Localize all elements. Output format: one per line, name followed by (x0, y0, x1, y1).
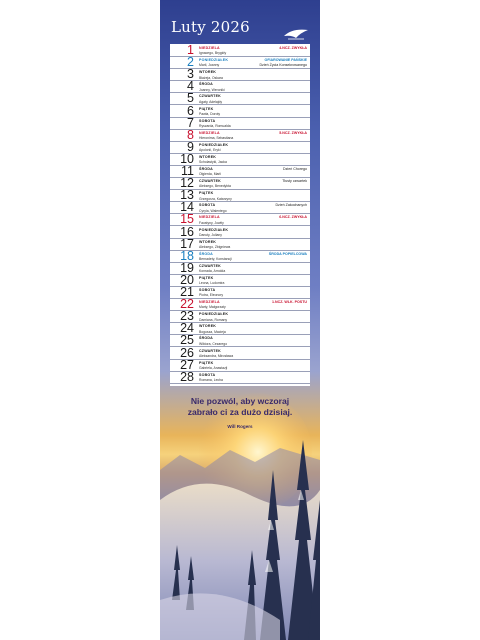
day-event: 1.NCZ. WLK. POSTU (272, 300, 307, 305)
name-day: Cyryla, Walentego (199, 208, 227, 213)
name-day: Apolonii, Eryki (199, 148, 221, 153)
name-day: Olgierda, Marii (199, 172, 222, 177)
day-number: 4 (187, 79, 194, 94)
day-number: 13 (180, 188, 194, 203)
name-day: Joanny, Weroniki (199, 87, 225, 92)
day-number: 15 (180, 212, 194, 227)
weekday-label: NIEDZIELA (199, 130, 220, 135)
day-event: Dzień Zakochanych (275, 203, 307, 208)
name-day: Leona, Ludomira (199, 281, 225, 286)
day-event: Dzień Chorego (283, 167, 307, 171)
day-event-secondary: Dzień Życia Konsekrowanego (259, 63, 307, 68)
name-day: Konrada, Arnolda (199, 269, 226, 274)
weekday-label: PONIEDZIAŁEK (199, 312, 229, 317)
quote-line-1: Nie pozwól, aby wczoraj (190, 396, 290, 406)
name-day: Marty, Małgorzaty (199, 305, 226, 310)
day-number: 17 (180, 236, 194, 251)
weekday-label: ŚRODA (199, 336, 213, 341)
name-day: Romana, Lecha (199, 378, 223, 383)
weekday-label: PONIEDZIAŁEK (199, 58, 229, 63)
name-day: Aleksandra, Mirosława (199, 353, 234, 358)
name-day: Ryszarda, Romualda (199, 123, 231, 128)
weekday-label: CZWARTEK (199, 179, 221, 184)
dove-logo-icon (282, 26, 310, 42)
day-number: 20 (180, 272, 194, 287)
weekday-label: PIĄTEK (199, 360, 214, 365)
name-day: Bernadety, Konstancji (199, 257, 232, 262)
name-day: Hieronima, Sebastiana (199, 136, 234, 141)
weekday-label: WTOREK (199, 70, 217, 75)
day-number: 10 (180, 151, 194, 166)
day-event: 6.NCZ. ZWYKŁA (279, 215, 307, 220)
day-number: 7 (187, 115, 194, 130)
weekday-label: CZWARTEK (199, 94, 221, 99)
name-day: Pawła, Doroty (199, 111, 221, 116)
day-number: 9 (187, 139, 194, 154)
day-number: 18 (180, 248, 194, 263)
calendar-grid (170, 44, 310, 386)
day-number: 8 (187, 127, 194, 142)
day-number: 1 (187, 43, 194, 57)
quote-author: Will Rogers (227, 424, 253, 429)
weekday-label: WTOREK (199, 154, 217, 159)
weekday-label: PIĄTEK (199, 275, 214, 280)
name-day: Ignacego, Brygidy (199, 51, 227, 56)
day-number: 3 (187, 67, 194, 82)
day-number: 24 (180, 321, 194, 336)
weekday-label: ŚRODA (199, 167, 213, 171)
weekday-label: PONIEDZIAŁEK (199, 227, 229, 232)
day-number: 25 (180, 333, 194, 348)
quote-line-2: zabrało ci za dużo dzisiaj. (187, 407, 293, 417)
weekday-label: PIĄTEK (199, 106, 214, 111)
day-event: ŚRODA POPIELCOWA (268, 251, 307, 256)
name-day: Damiana, Romany (199, 317, 228, 322)
weekday-label: NIEDZIELA (199, 215, 220, 220)
weekday-label: CZWARTEK (199, 263, 221, 268)
day-number: 26 (180, 345, 194, 360)
day-number: 5 (187, 91, 194, 106)
day-number: 19 (180, 260, 194, 275)
weekday-label: PIĄTEK (199, 191, 214, 196)
weekday-label: CZWARTEK (199, 348, 221, 353)
day-number: 11 (181, 164, 194, 178)
day-number: 27 (180, 357, 194, 372)
day-number: 6 (187, 103, 194, 118)
name-day: Marii, Joanny (199, 63, 220, 68)
name-day: Grzegorza, Katarzyny (199, 196, 232, 201)
day-number: 21 (180, 285, 194, 299)
day-number: 23 (180, 309, 194, 324)
calendar-strip (160, 0, 320, 640)
weekday-label: SOBOTA (199, 118, 216, 123)
weekday-label: NIEDZIELA (199, 46, 220, 50)
quote (160, 396, 320, 418)
weekday-label: SOBOTA (199, 372, 216, 377)
weekday-label: SOBOTA (199, 288, 216, 292)
weekday-label: WTOREK (199, 324, 217, 329)
name-day: Błażeja, Oskara (199, 75, 223, 80)
name-day: Agaty, Adelajdy (199, 99, 223, 104)
name-day: Danuty, Juliany (199, 232, 222, 237)
name-day: Aleksego, Benedykta (199, 184, 231, 189)
name-day: Aleksego, Zbigniewa (199, 244, 231, 249)
name-day: Piotra, Eleonory (199, 293, 224, 298)
day-event: 5.NCZ. ZWYKŁA (279, 130, 307, 135)
day-number: 12 (180, 176, 194, 191)
name-day: Scholastyki, Jacka (199, 160, 227, 165)
day-number: 16 (180, 224, 194, 239)
weekday-label: NIEDZIELA (199, 300, 220, 305)
month-title: Luty 2026 (171, 18, 250, 36)
day-event: Tłusty czwartek (282, 179, 307, 184)
day-number: 22 (180, 297, 194, 312)
weekday-label: WTOREK (199, 239, 217, 244)
day-number: 14 (180, 200, 194, 215)
name-day: Wiktora, Cezarego (199, 341, 228, 346)
day-number: 2 (187, 55, 194, 70)
weekday-label: SOBOTA (199, 203, 216, 208)
name-day: Faustyny, Jowity (199, 220, 224, 225)
day-event: 4.NCZ. ZWYKŁA (279, 46, 307, 50)
weekday-label: ŚRODA (199, 82, 213, 87)
day-number: 28 (180, 369, 194, 384)
weekday-label: PONIEDZIAŁEK (199, 142, 229, 147)
calendar-header (160, 0, 320, 44)
name-day: Gabriela, Anastazji (199, 365, 228, 370)
weekday-label: ŚRODA (199, 251, 213, 256)
day-row (170, 369, 310, 384)
name-day: Bogusza, Macieja (199, 329, 226, 334)
day-event: OFIAROWANIE PAŃSKIE (264, 58, 307, 63)
